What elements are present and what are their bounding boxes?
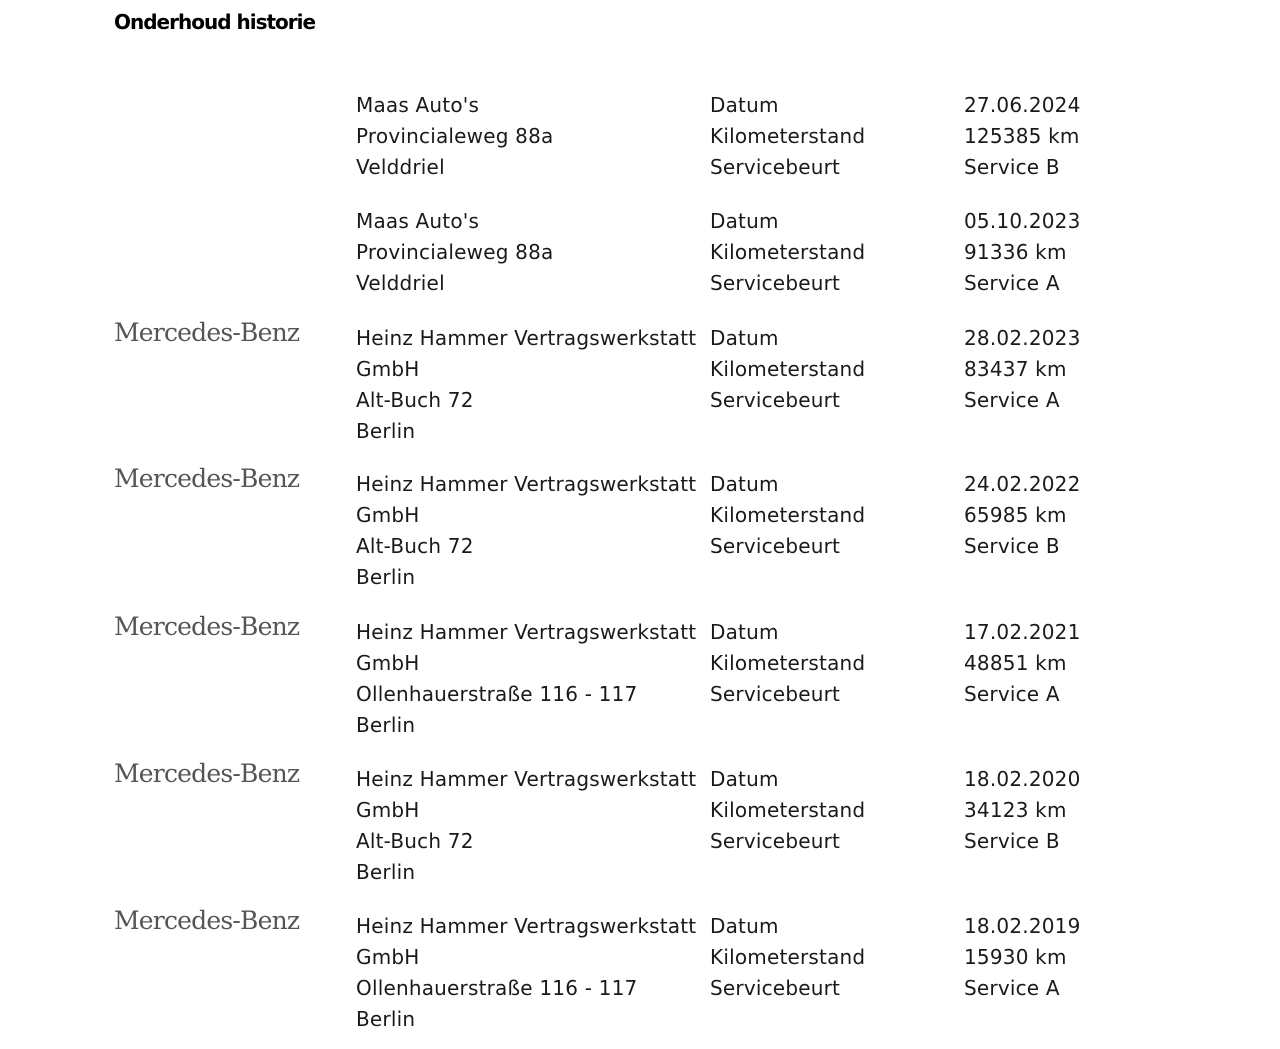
dealer-line: GmbH <box>356 651 420 675</box>
dealer-line: Heinz Hammer Vertragswerkstatt <box>356 767 697 791</box>
dealer-line: Provincialeweg 88a <box>356 240 554 264</box>
mileage-label: Kilometerstand <box>710 240 866 264</box>
dealer-line: Alt-Buch 72 <box>356 388 474 412</box>
date-label: Datum <box>710 472 779 496</box>
service-label: Servicebeurt <box>710 271 841 295</box>
service-mileage: 34123 km <box>964 798 1067 822</box>
mercedes-benz-logo: Mercedes-Benz <box>114 759 300 788</box>
dealer-address <box>356 323 701 447</box>
mileage-label: Kilometerstand <box>710 798 866 822</box>
service-mileage: 65985 km <box>964 503 1067 527</box>
field-labels <box>710 206 950 299</box>
field-values <box>964 764 1164 857</box>
service-type: Service A <box>964 271 1060 295</box>
dealer-address <box>356 206 701 299</box>
field-labels <box>710 764 950 857</box>
dealer-line: Heinz Hammer Vertragswerkstatt <box>356 914 697 938</box>
date-label: Datum <box>710 209 779 233</box>
dealer-line: GmbH <box>356 503 420 527</box>
service-type: Service A <box>964 976 1060 1000</box>
service-date: 24.02.2022 <box>964 472 1081 496</box>
dealer-line: GmbH <box>356 945 420 969</box>
dealer-line: Provincialeweg 88a <box>356 124 554 148</box>
dealer-line: Alt-Buch 72 <box>356 829 474 853</box>
dealer-line: Ollenhauerstraße 116 - 117 <box>356 682 638 706</box>
dealer-address <box>356 469 701 593</box>
dealer-line: Maas Auto's <box>356 209 480 233</box>
service-mileage: 15930 km <box>964 945 1067 969</box>
date-label: Datum <box>710 620 779 644</box>
service-date: 27.06.2024 <box>964 93 1081 117</box>
dealer-line: Berlin <box>356 860 416 884</box>
field-values <box>964 617 1164 710</box>
dealer-address <box>356 764 701 888</box>
field-values <box>964 323 1164 416</box>
service-label: Servicebeurt <box>710 155 841 179</box>
field-labels <box>710 911 950 1004</box>
dealer-line: GmbH <box>356 357 420 381</box>
mercedes-benz-logo: Mercedes-Benz <box>114 612 300 641</box>
dealer-line: Heinz Hammer Vertragswerkstatt <box>356 620 697 644</box>
mileage-label: Kilometerstand <box>710 503 866 527</box>
dealer-line: Berlin <box>356 1007 416 1031</box>
service-type: Service A <box>964 388 1060 412</box>
dealer-line: Velddriel <box>356 155 445 179</box>
mileage-label: Kilometerstand <box>710 357 866 381</box>
field-values <box>964 911 1164 1004</box>
service-type: Service B <box>964 534 1060 558</box>
dealer-address <box>356 911 701 1035</box>
field-values <box>964 469 1164 562</box>
dealer-line: Maas Auto's <box>356 93 480 117</box>
mileage-label: Kilometerstand <box>710 945 866 969</box>
dealer-line: Alt-Buch 72 <box>356 534 474 558</box>
dealer-line: Heinz Hammer Vertragswerkstatt <box>356 472 697 496</box>
dealer-address <box>356 617 701 741</box>
dealer-address <box>356 90 701 183</box>
date-label: Datum <box>710 326 779 350</box>
service-date: 18.02.2020 <box>964 767 1081 791</box>
service-type: Service B <box>964 155 1060 179</box>
service-type: Service A <box>964 682 1060 706</box>
service-label: Servicebeurt <box>710 534 841 558</box>
field-labels <box>710 323 950 416</box>
field-labels <box>710 90 950 183</box>
service-mileage: 125385 km <box>964 124 1080 148</box>
mileage-label: Kilometerstand <box>710 651 866 675</box>
dealer-line: Berlin <box>356 419 416 443</box>
field-labels <box>710 469 950 562</box>
page-title: Onderhoud historie <box>114 10 316 34</box>
date-label: Datum <box>710 914 779 938</box>
service-type: Service B <box>964 829 1060 853</box>
date-label: Datum <box>710 93 779 117</box>
mercedes-benz-logo: Mercedes-Benz <box>114 464 300 493</box>
service-label: Servicebeurt <box>710 388 841 412</box>
mileage-label: Kilometerstand <box>710 124 866 148</box>
service-label: Servicebeurt <box>710 682 841 706</box>
dealer-line: GmbH <box>356 798 420 822</box>
service-mileage: 83437 km <box>964 357 1067 381</box>
field-values <box>964 206 1164 299</box>
service-label: Servicebeurt <box>710 829 841 853</box>
dealer-line: Berlin <box>356 565 416 589</box>
mercedes-benz-logo: Mercedes-Benz <box>114 318 300 347</box>
service-mileage: 48851 km <box>964 651 1067 675</box>
field-labels <box>710 617 950 710</box>
service-date: 18.02.2019 <box>964 914 1081 938</box>
service-date: 17.02.2021 <box>964 620 1081 644</box>
field-values <box>964 90 1164 183</box>
service-mileage: 91336 km <box>964 240 1067 264</box>
service-date: 05.10.2023 <box>964 209 1081 233</box>
mercedes-benz-logo: Mercedes-Benz <box>114 906 300 935</box>
dealer-line: Heinz Hammer Vertragswerkstatt <box>356 326 697 350</box>
dealer-line: Velddriel <box>356 271 445 295</box>
service-date: 28.02.2023 <box>964 326 1081 350</box>
service-label: Servicebeurt <box>710 976 841 1000</box>
date-label: Datum <box>710 767 779 791</box>
dealer-line: Berlin <box>356 713 416 737</box>
dealer-line: Ollenhauerstraße 116 - 117 <box>356 976 638 1000</box>
